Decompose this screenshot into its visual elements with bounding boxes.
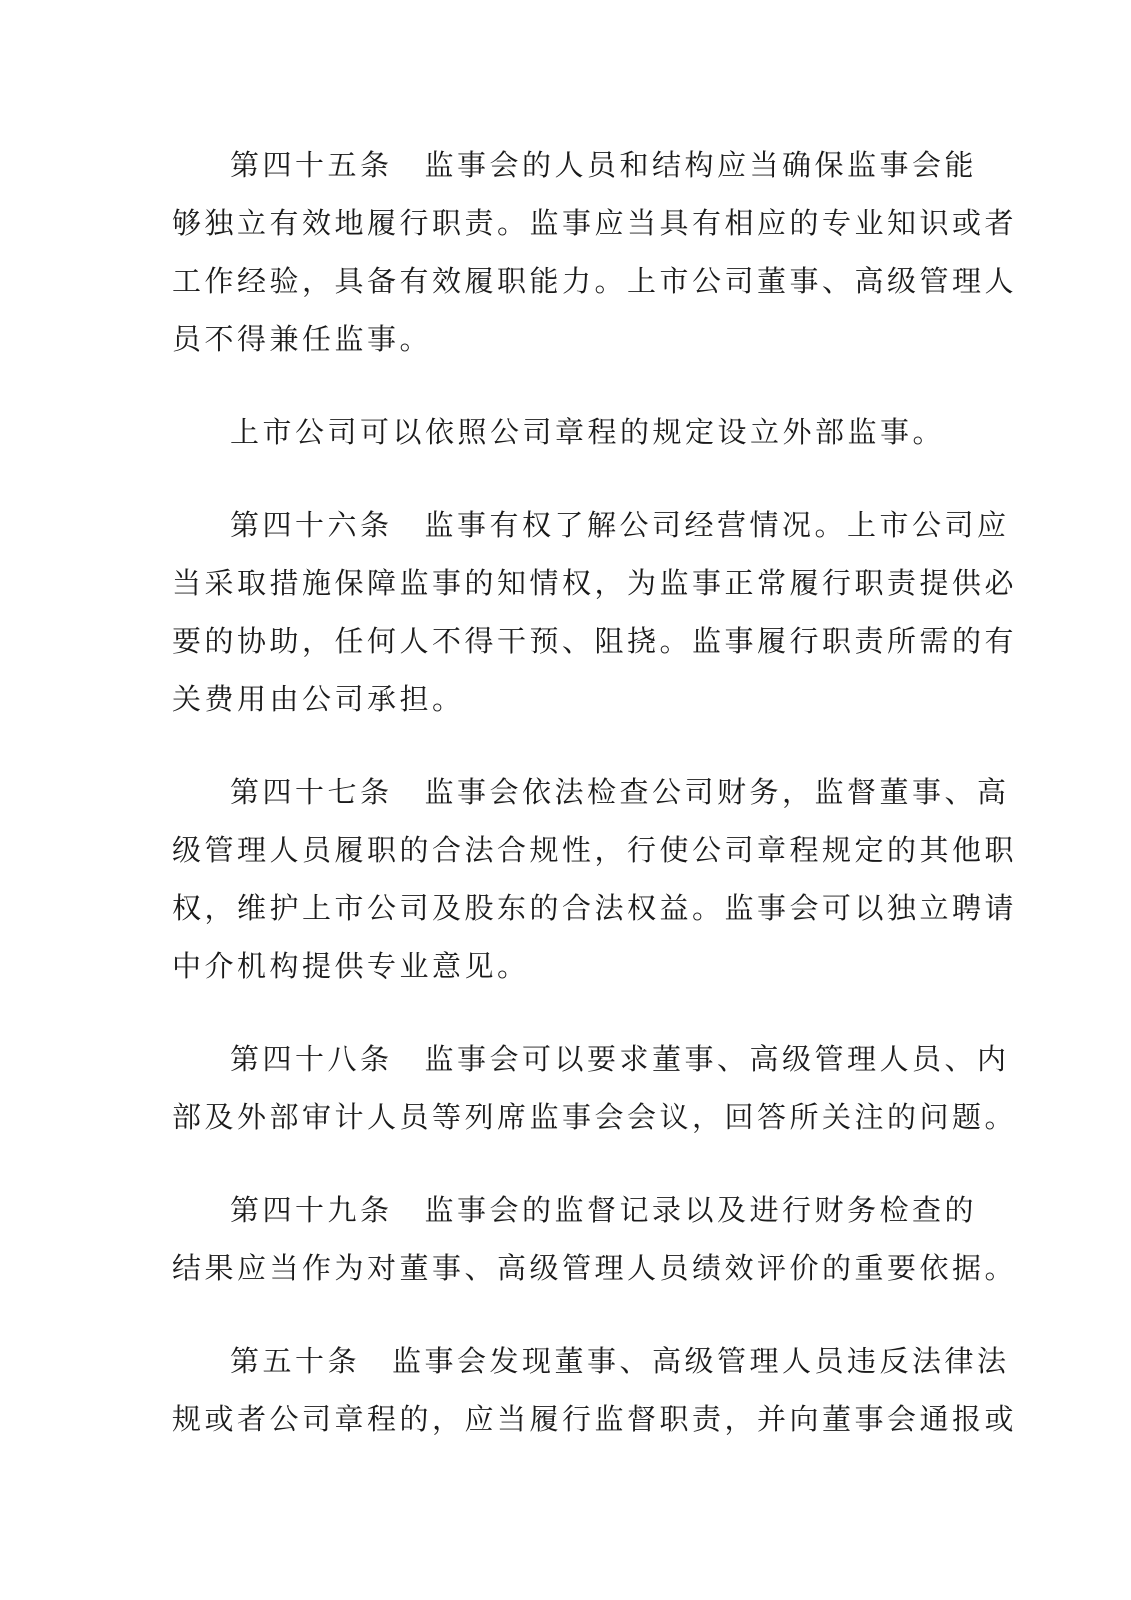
article-49 [172,1181,1018,1297]
paragraph-line: 中介机构提供专业意见。 [172,949,530,983]
paragraph-first-line [172,763,1010,821]
paragraph-line: 权，维护上市公司及股东的合法权益。监事会可以独立聘请 [172,891,1018,925]
paragraph-line: 够独立有效地履行职责。监事应当具有相应的专业知识或者 [172,206,1018,240]
paragraph-first-line [172,1181,978,1239]
article-heading: 第四十五条 [230,148,393,182]
paragraph-line: 级管理人员履职的合法合规性，行使公司章程规定的其他职 [172,833,1018,867]
article-heading: 第四十八条 [230,1042,393,1076]
article-text: 监事会可以要求董事、高级管理人员、内 [424,1042,1010,1076]
paragraph-first-line [172,496,1010,554]
article-47 [172,763,1018,995]
article-46 [172,496,1018,728]
paragraph-line: 要的协助，任何人不得干预、阻挠。监事履行职责所需的有 [172,624,1018,658]
paragraph-line: 员不得兼任监事。 [172,322,433,356]
article-heading: 第四十九条 [230,1193,393,1227]
paragraph-first-line [172,136,978,194]
document-page [172,136,1018,1483]
article-text: 监事会发现董事、高级管理人员违反法律法 [392,1344,1010,1378]
paragraph-line: 关费用由公司承担。 [172,682,465,716]
paragraph-line: 部及外部审计人员等列席监事会会议，回答所关注的问题。 [172,1100,1018,1134]
article-text: 监事会的监督记录以及进行财务检查的 [424,1193,978,1227]
paragraph-line: 规或者公司章程的，应当履行监督职责，并向董事会通报或 [172,1402,1018,1436]
article-text: 监事会依法检查公司财务，监督董事、高 [424,775,1010,809]
paragraph-first-line [172,1030,1010,1088]
article-50 [172,1332,1018,1448]
paragraph-line: 当采取措施保障监事的知情权，为监事正常履行职责提供必 [172,566,1018,600]
article-45-extra [172,403,952,461]
article-48 [172,1030,1018,1146]
article-text: 监事有权了解公司经营情况。上市公司应 [424,508,1010,542]
paragraph-first-line [172,1332,1010,1390]
paragraph-first-line: 上市公司可以依照公司章程的规定设立外部监事。 [230,415,946,449]
paragraph-line: 结果应当作为对董事、高级管理人员绩效评价的重要依据。 [172,1251,1018,1285]
article-heading: 第四十七条 [230,775,393,809]
article-45 [172,136,1018,368]
paragraph-line: 工作经验，具备有效履职能力。上市公司董事、高级管理人 [172,264,1018,298]
article-heading: 第五十条 [230,1344,361,1378]
article-heading: 第四十六条 [230,508,393,542]
article-text: 监事会的人员和结构应当确保监事会能 [424,148,978,182]
